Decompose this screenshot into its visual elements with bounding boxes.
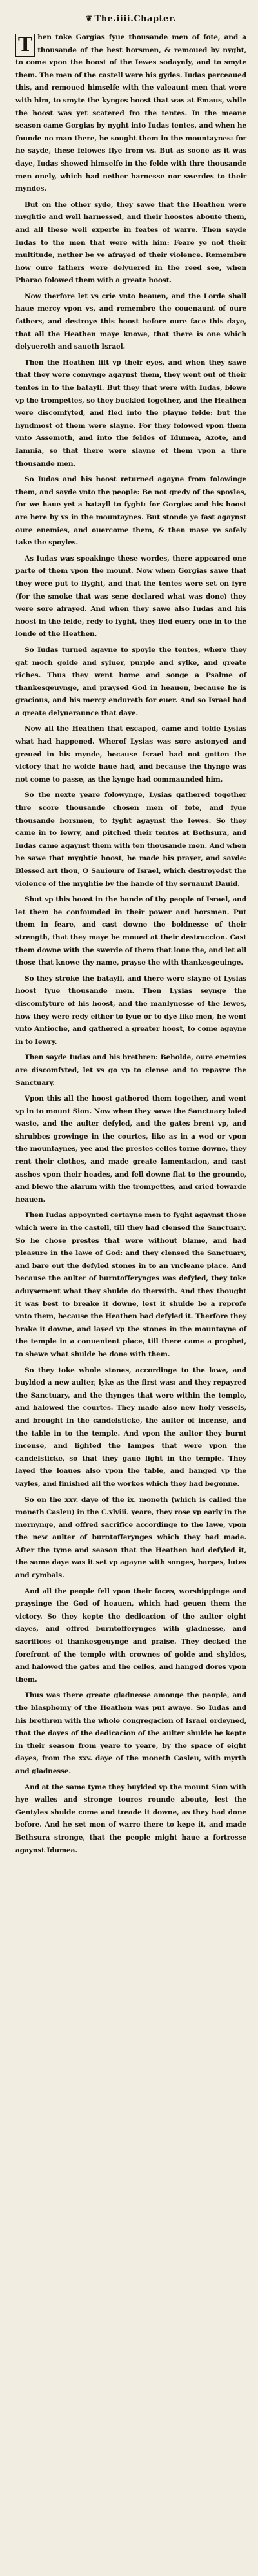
paragraph-text: Then sayde Iudas and his brethren: Beholde, oure enemies are discomfyted, let vs go vp to clense and to repayre the Sanctuary. [15, 1053, 246, 1087]
paragraph-text: So they toke whole stones, accordinge to the lawe, and buylded a new aulter, lyke as the first was: and they repayred the Sanctuary, and the thynges that were within the temple, and halowed the courtes. They made also new holy vessels, and brought in the candelsticke, the aulter of incense, and the table in to the temple. And vpon the aulter they burnt incense, and lighted the lampes that were vpon the candelsticke, so that they gaue light in the temple. They layed the loaues also vpon the table, and hanged vp the vayles, and finished all the workes which they had begonne. [15, 1366, 246, 1488]
paragraph-text: Vpon this all the hoost gathered them together, and went vp in to mount Sion. Now when they sawe the Sanctuary laied waste, and the aulter defyled, and the gates brent vp, and shrubbes growinge in the courtes, like as in a wod or vpon the mountaynes, yee and the prestes celles torne downe, they rent their clothes, and made greate lamentacion, and cast asshes vpon their heades, and fell downe flat to the grounde, and blewe the alarum with the trompettes, and cried towarde heauen. [15, 1095, 246, 1204]
paragraph [15, 894, 246, 970]
paragraph [15, 1689, 246, 1778]
paragraph-text: Then the Heathen lift vp their eyes, and when they sawe that they were comynge agaynst them, they went out of their tentes in to the batayll. But they that were with Iudas, blewe vp the trompettes, so they buckled together, and the Heathen were discomfyted, and fled into the playne felde: but the hyndmost of them were slayne. For they folowed vpon them vnto Assemoth, and into the feldes of Idumea, Azote, and Iamnia, so that there were slayne of them vpon a thre thousande men. [15, 358, 246, 468]
paragraph [15, 1494, 246, 1582]
paragraph-text: So the nexte yeare folowynge, Lysias gathered together thre score thousande chosen men of fote, and fyue thousande horsmen, to fyght agaynst the Iewes. So they came in to Iewry, and pitched their tentes at Bethsura, and Iudas came agaynst them with ten thousande men. And when he sawe that myghtie hoost, he made his prayer, and sayde: Blessed art thou, O Sauioure of Israel, which destroyedst the violence of the myghtie by the hande of thy seruaunt Dauid. [15, 791, 246, 888]
paragraph-text: But on the other syde, they sawe that the Heathen were myghtie and well harnessed, and their hoostes aboute them, and all these well experte in feates of warre. Then sayde Iudas to the men that were with him: Feare ye not their multitude, nether be ye afrayed of their violence. Remembre how oure fathers were delyuered in the reed see, when Pharao folowed them with a greate hoost. [15, 200, 246, 285]
chapter-heading [15, 14, 246, 24]
paragraph-text: Now all the Heathen that escaped, came and tolde Lysias what had happened. Wherof Lysias was sore astonyed and greued in his mynde, because Israel had not gotten the victory that he wolde haue had, and because the thynge was not come to passe, as the kynge had commaunded him. [15, 725, 246, 783]
paragraph [15, 1209, 246, 1361]
paragraph-text: Shut vp this hoost in the hande of thy people of Israel, and let them be confounded in their power and horsmen. Put them in feare, and cast downe the boldnesse of their strength, that they maye be moued at their destruccion. Cast them downe with the swerde of them that loue the, and let all those that knowe thy name, prayse the with thankesgeuinge. [15, 896, 246, 967]
paragraph-text: So on the xxv. daye of the ix. moneth (which is called the moneth Casleu) in the C.xlviii. yeare, they rose vp early in the mornynge, and offred sacrifice accordinge to the lawe, vpon the new aulter of burntofferynges which they had made. After the tyme and season that the Heathen had defyled it, the same daye was it set vp agayne with songes, harpes, lutes and cymbals. [15, 1495, 246, 1580]
paragraph [15, 1586, 246, 1687]
paragraph [15, 1782, 246, 1858]
paragraph [15, 199, 246, 287]
paragraph-text: As Iudas was speakinge these wordes, there appeared one parte of them vpon the mount. Now when Gorgias sawe that they were put to flyght, and that the tentes were set on fyre (for the smoke that was sene declared what was done) they were sore afrayed. And when they sawe also Iudas and his hoost in the felde, redy to fyght, they fled euery one in to the londe of the Heathen. [15, 554, 246, 639]
paragraph [15, 973, 246, 1049]
paragraph-text: Thus was there greate gladnesse amonge the people, and the blasphemy of the Heathen was put awaye. So Iudas and his brethren with the whole congregacion of Israel ordeyned, that the dayes of the dedicacion of the aulter shulde be kepte in their season from yeare to yeare, by the space of eight dayes, from the xxv. daye of the moneth Casleu, with myrth and gladnesse. [15, 1691, 246, 1775]
paragraph [15, 1093, 246, 1206]
drop-cap-initial: T [15, 34, 35, 57]
pilcrow-ornament-icon: ❦ [85, 14, 93, 23]
chapter-heading-text: The.iiii.Chapter. [94, 14, 177, 24]
paragraph [15, 1365, 246, 1491]
paragraph [15, 32, 246, 196]
paragraph-text: So they stroke the batayll, and there were slayne of Lysias hoost fyue thousande men. Then Lysias seynge the discomfyture of his hoost, and the manlynesse of the Iewes, how they were redy either to lyue or to dye like men, he went vnto Antioche, and gathered a greater hoost, to come agayne in to Iewry. [15, 974, 246, 1046]
paragraph [15, 644, 246, 720]
paragraph [15, 553, 246, 641]
paragraph [15, 474, 246, 550]
paragraph [15, 357, 246, 470]
chapter-text-body [15, 32, 246, 1857]
paragraph-text: Then Iudas appoynted certayne men to fyght agaynst those which were in the castell, till they had clensed the Sanctuary. So he chose prestes that were without blame, and had pleasure in the lawe of God: and they clensed the Sanctuary, and bare out the defyled stones in to an vncleane place. And because the aulter of burntofferynges was defyled, they toke aduysement what they shulde do therwith. And they thought it was best to breake it downe, lest it shulde be a reprofe vnto them, because the Heathen had defyled it. Therfore they brake it downe, and layed vp the stones in the mountayne of the temple in a conuenient place, till there came a prophet, to shewe what shulde be done with them. [15, 1211, 246, 1358]
paragraph [15, 723, 246, 786]
paragraph-text: And all the people fell vpon their faces, worshippinge and praysinge the God of heauen, which had geuen them the victory. So they kepte the dedicacion of the aulter eight dayes, and offred burntofferynges with gladnesse, and sacrifices of thankesgeuynge and praise. They decked the forefront of the temple with crownes of golde and shyldes, and halowed the gates and the celles, and hanged dores vpon them. [15, 1587, 246, 1684]
paragraph [15, 789, 246, 890]
paragraph [15, 291, 246, 354]
paragraph-text: hen toke Gorgias fyue thousande men of fote, and a thousande of the best horsmen, & remoued by nyght, to come vpon the hoost of the Iewes sodaynly, and to smyte them. The men of the castell were his gydes. Iudas perceaued this, and remoued himselfe with the valeaunt men that were with him, to smyte the kynges hoost that was at Emaus, while the hoost was yet scatered fro the tentes. In the meane season came Gorgias by nyght into Iudas tentes, and when he founde no man there, he sought them in the mountaynes: for he sayde, these felowes flye from vs. But as soone as it was daye, Iudas shewed himselfe in the felde with thre thousande men onely, which had nether harnesse nor swerdes to their myndes. [15, 34, 246, 193]
paragraph-text: So Iudas turned agayne to spoyle the tentes, where they gat moch golde and syluer, purple and sylke, and greate riches. Thus they went home and songe a Psalme of thankesgeuynge, and praysed God in heauen, because he is gracious, and his mercy endureth for euer. And so Israel had a greate delyueraunce that daye. [15, 646, 246, 717]
paragraph [15, 1052, 246, 1090]
paragraph-text: Now therfore let vs crie vnto heauen, and the Lorde shall haue mercy vpon vs, and remembre the couenaunt of oure fathers, and destroye this hoost before oure face this daye, that all the Heathen maye knowe, that there is one which delyuereth and saueth Israel. [15, 292, 246, 351]
paragraph-text: So Iudas and his hoost returned agayne from folowinge them, and sayde vnto the people: Be not gredy of the spoyles, for we haue yet a batayll to fyght: for Gorgias and his hoost are here by vs in the mountaynes. But stonde ye fast agaynst oure enemies, and ouercome them, & then maye ye safely take the spoyles. [15, 476, 246, 547]
paragraph-text: And at the same tyme they buylded vp the mount Sion with hye walles and stronge toures rounde aboute, lest the Gentyles shulde come and treade it downe, as they had done before. And he set men of warre there to kepe it, and made Bethsura stronge, that the people might haue a fortresse agaynst Idumea. [15, 1783, 246, 1854]
